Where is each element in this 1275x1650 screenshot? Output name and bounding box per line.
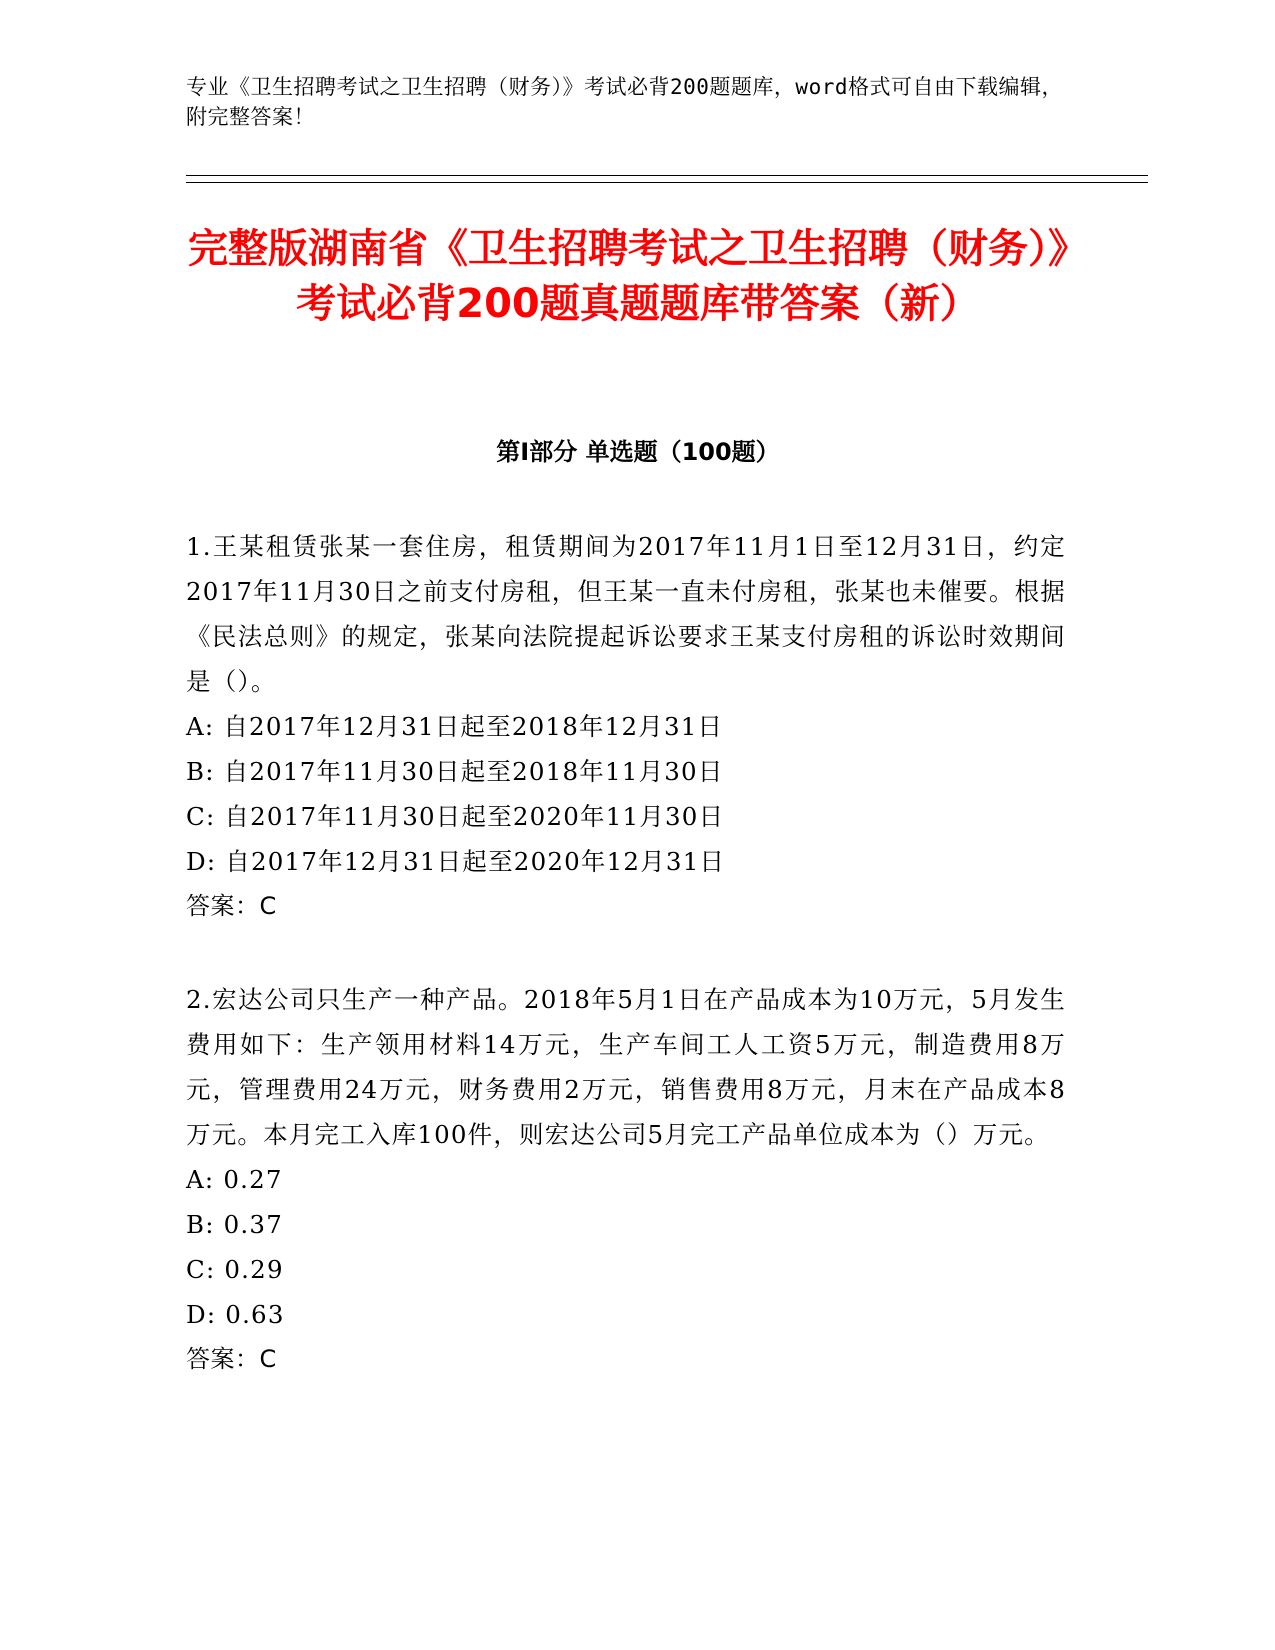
option-a: A: 自2017年12月31日起至2018年12月31日: [186, 712, 724, 741]
answer: 答案：C: [186, 1345, 277, 1373]
option-c: C: 自2017年11月30日起至2020年11月30日: [186, 802, 725, 831]
option-b: B: 自2017年11月30日起至2018年11月30日: [186, 757, 724, 786]
option-d: D: 自2017年12月31日起至2020年12月31日: [186, 847, 726, 876]
question-stem: 2.宏达公司只生产一种产品。2018年5月1日在产品成本为10万元，5月发生费用如下：生产领用材料14万元，生产车间工人工资5万元，制造费用8万元，管理费用24万元，财务费用2万元，销售费用8万元，月末在产品成本8万元。本月完工入库100件，则宏达公司5月完工产品单位成本为（）万元。: [186, 985, 1066, 1149]
question-1: [186, 524, 1066, 929]
question-2: [186, 977, 1066, 1382]
question-stem: 1.王某租赁张某一套住房，租赁期间为2017年11月1日至12月31日，约定2017年11月30日之前支付房租，但王某一直未付房租，张某也未催要。根据《民法总则》的规定，张某向法院提起诉讼要求王某支付房租的诉讼时效期间是（）。: [186, 532, 1066, 696]
header-note: 专业《卫生招聘考试之卫生招聘（财务）》考试必背200题题库，word格式可自由下载编辑，附完整答案！: [186, 75, 1063, 129]
option-d: D: 0.63: [186, 1300, 285, 1329]
header-rule-top: [186, 175, 1148, 176]
option-c: C: 0.29: [186, 1255, 284, 1284]
answer: 答案：C: [186, 892, 277, 920]
part-title: 第I部分 单选题（100题）: [496, 438, 780, 466]
option-a: A: 0.27: [186, 1165, 283, 1194]
header-rule-bottom: [186, 182, 1148, 183]
document-title: 完整版湖南省《卫生招聘考试之卫生招聘（财务）》考试必背200题真题题库带答案（新）: [188, 226, 1088, 327]
option-b: B: 0.37: [186, 1210, 283, 1239]
